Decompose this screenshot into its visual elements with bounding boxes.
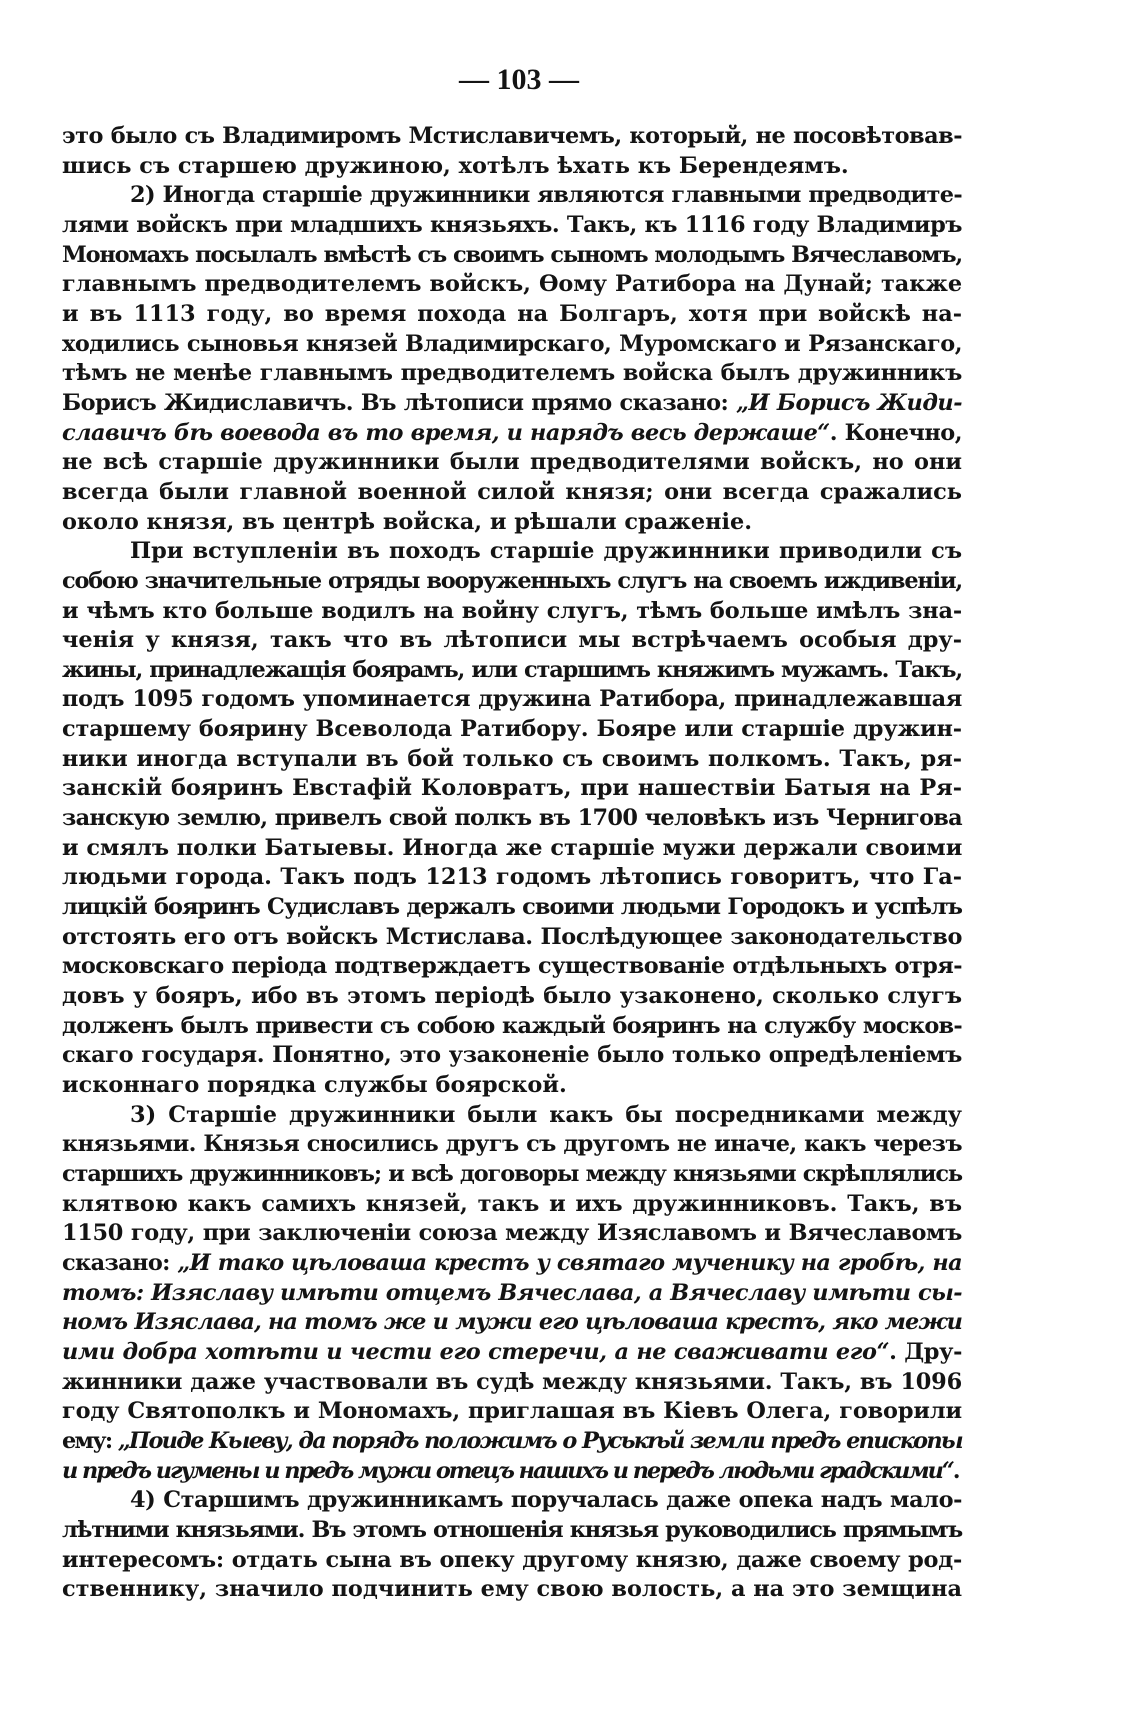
body-text: занскій бояринъ Евстафій Коловратъ, при нашествіи Батыя на Ря- (62, 775, 962, 802)
body-text: ственнику, значило подчинить ему свою волость, а на это земщина (62, 1576, 962, 1603)
text-line (62, 1575, 962, 1605)
text-line (62, 626, 962, 656)
text-line (62, 834, 962, 864)
body-text: занскую землю, привелъ свой полкъ въ 1700 человѣкъ изъ Чернигова (62, 805, 962, 832)
text-line (62, 270, 962, 300)
text-line (62, 1486, 962, 1516)
text-line (62, 241, 962, 271)
body-text: лицкій бояринъ Судиславъ держалъ своими людьми Городокъ и успѣлъ (62, 894, 962, 921)
text-line (62, 656, 962, 686)
body-text: исконнаго порядка службы боярской. (62, 1072, 567, 1098)
text-line (62, 508, 962, 538)
body-text: Мономахъ посылалъ вмѣстѣ съ своимъ сыномъ молодымъ Вячеславомъ, (62, 241, 962, 268)
text-line (62, 1308, 962, 1338)
text-line (62, 774, 962, 804)
text-line (62, 745, 962, 775)
text-line (62, 181, 962, 211)
text-line (62, 478, 962, 508)
body-text: это было съ Владимиромъ Мстиславичемъ, который, не посовѣтовав- (62, 123, 962, 149)
body-text: старшему боярину Всеволода Ратибору. Бояре или старшіе дружин- (62, 716, 962, 743)
text-line (62, 1071, 962, 1101)
text-line (62, 1219, 962, 1249)
body-text: . (952, 1457, 959, 1484)
text-line (62, 1338, 962, 1368)
body-text: московскаго періода подтверждаетъ существованіе отдѣльныхъ отря- (62, 953, 962, 980)
body-text: Борисъ Жидиславичъ. Въ лѣтописи прямо сказано: (62, 389, 737, 416)
body-text: довъ у бояръ, ибо въ этомъ періодѣ было узаконено, сколько слугъ (62, 983, 962, 1010)
text-line (62, 1546, 962, 1576)
body-text: старшихъ дружинниковъ; и всѣ договоры между князьями скрѣплялись (62, 1160, 962, 1187)
book-page (62, 60, 962, 1605)
text-line (62, 804, 962, 834)
body-text: сказано: (62, 1249, 178, 1276)
text-line (62, 567, 962, 597)
body-text: около князя, въ центрѣ войска, и рѣшали сраженіе. (62, 508, 752, 535)
body-text: ченія у князя, такъ что въ лѣтописи мы встрѣчаемъ особыя дру- (62, 627, 962, 654)
text-line (62, 211, 962, 241)
body-text: 3) Старшіе дружинники были какъ бы посредниками между (130, 1101, 962, 1128)
text-line (62, 715, 962, 745)
text-line (62, 982, 962, 1012)
text-line (62, 389, 962, 419)
text-line (62, 1457, 962, 1487)
text-line (62, 330, 962, 360)
body-text: 1150 году, при заключеніи союза между Изяславомъ и Вячеславомъ (62, 1220, 962, 1247)
body-text: долженъ былъ привести съ собою каждый бояринъ на службу москов- (62, 1012, 962, 1039)
text-line (62, 419, 962, 449)
text-line (62, 1160, 962, 1190)
body-text: . Конечно, (829, 419, 962, 446)
text-line (62, 1101, 962, 1131)
text-line (62, 448, 962, 478)
body-text: собою значительные отряды вооруженныхъ слугъ на своемъ иждивеніи, (62, 567, 962, 594)
body-text: и въ 1113 году, во время похода на Болгаръ, хотя при войскѣ на- (62, 300, 962, 327)
quotation-text: ими добра хотѣти и чести его стеречи, а не сваживати его“ (62, 1338, 890, 1365)
body-text: ему: (62, 1427, 118, 1454)
body-text: лѣтними князьями. Въ этомъ отношенія князья руководились прямымъ (62, 1516, 962, 1543)
text-line (62, 152, 962, 182)
body-text: интересомъ: отдать сына въ опеку другому князю, даже своему род- (62, 1546, 962, 1573)
quotation-text: томъ: Изяславу имѣти отцемъ Вячеслава, а Вячеславу имѣти сы- (62, 1279, 962, 1306)
text-line (62, 952, 962, 982)
quotation-text: славичъ бѣ воевода въ то время, и нарядъ весь держаше“ (62, 419, 830, 446)
body-text: и смялъ полки Батыевы. Иногда же старшіе мужи держали своими (62, 834, 963, 861)
text-line (62, 1012, 962, 1042)
body-text: . Дру- (889, 1338, 962, 1365)
body-text: всегда были главной военной силой князя; они всегда сражались (62, 478, 962, 505)
body-text: году Святополкъ и Мономахъ, приглашая въ Кіевъ Олега, говорили (62, 1398, 962, 1425)
text-line (62, 863, 962, 893)
text-line (62, 1427, 962, 1457)
body-text: жины, принадлежащія боярамъ, или старшимъ княжимъ мужамъ. Такъ, (62, 656, 962, 683)
text-line (62, 923, 962, 953)
body-text: главнымъ предводителемъ войскъ, Ѳому Ратибора на Дунай; также (62, 271, 962, 298)
body-text: князьями. Князья сносились другъ съ другомъ не иначе, какъ черезъ (62, 1131, 962, 1158)
body-text: клятвою какъ самихъ князей, такъ и ихъ дружинниковъ. Такъ, въ (62, 1190, 962, 1217)
quotation-text: и предъ игумены и предъ мужи отецъ нашихъ и передъ людьми градскими“ (62, 1457, 953, 1484)
text-line (62, 1249, 962, 1279)
body-text: не всѣ старшіе дружинники были предводителями войскъ, но они (62, 449, 962, 476)
body-text: 2) Иногда старшіе дружинники являются главными предводите- (130, 182, 962, 209)
text-line (62, 1516, 962, 1546)
body-text: ходились сыновья князей Владимирскаго, Муромскаго и Рязанскаго, (62, 330, 962, 357)
text-line (62, 685, 962, 715)
text-line (62, 122, 962, 152)
text-line (62, 537, 962, 567)
page-body-text (62, 122, 962, 1605)
body-text: скаго государя. Понятно, это узаконеніе было только опредѣленіемъ (62, 1042, 962, 1069)
body-text: тѣмъ не менѣе главнымъ предводителемъ войска былъ дружинникъ (62, 360, 962, 387)
body-text: 4) Старшимъ дружинникамъ поручалась даже опека надъ мало- (130, 1487, 962, 1514)
quotation-text: номъ Изяслава, на томъ же и мужи его цѣловаша крестъ, яко межи (62, 1309, 962, 1336)
quotation-text: „И Борисъ Жиди- (736, 389, 962, 416)
body-text: лями войскъ при младшихъ князьяхъ. Такъ, къ 1116 году Владимиръ (62, 211, 962, 238)
body-text: жинники даже участвовали въ судѣ между князьями. Такъ, въ 1096 (62, 1368, 962, 1395)
quotation-text: „Поиде Кыеву, да порядъ положимъ о Руськѣй земли предъ епископы (117, 1427, 962, 1454)
body-text: ники иногда вступали въ бой только съ своимъ полкомъ. Такъ, ря- (62, 745, 962, 772)
quotation-text: „И тако цѣловаша крестъ у святаго мученику на гробѣ, на (177, 1249, 963, 1276)
text-line (62, 597, 962, 627)
text-line (62, 1397, 962, 1427)
body-text: При вступленіи въ походъ старшіе дружинники приводили съ (130, 538, 962, 565)
body-text: шись съ старшею дружиною, хотѣлъ ѣхать къ Берендеямъ. (62, 152, 849, 179)
text-line (62, 1190, 962, 1220)
body-text: отстоять его отъ войскъ Мстислава. Послѣдующее законодательство (62, 923, 962, 950)
text-line (62, 1130, 962, 1160)
text-line (62, 893, 962, 923)
body-text: людьми города. Такъ подъ 1213 годомъ лѣтопись говоритъ, что Га- (62, 864, 962, 891)
text-line (62, 1368, 962, 1398)
text-line (62, 1041, 962, 1071)
text-line (62, 359, 962, 389)
page-number: — 103 — (459, 63, 579, 96)
body-text: подъ 1095 годомъ упоминается дружина Ратибора, принадлежавшая (62, 686, 962, 713)
text-line (62, 300, 962, 330)
text-line (62, 1279, 962, 1309)
body-text: и чѣмъ кто больше водилъ на войну слугъ, тѣмъ больше имѣлъ зна- (62, 597, 962, 624)
